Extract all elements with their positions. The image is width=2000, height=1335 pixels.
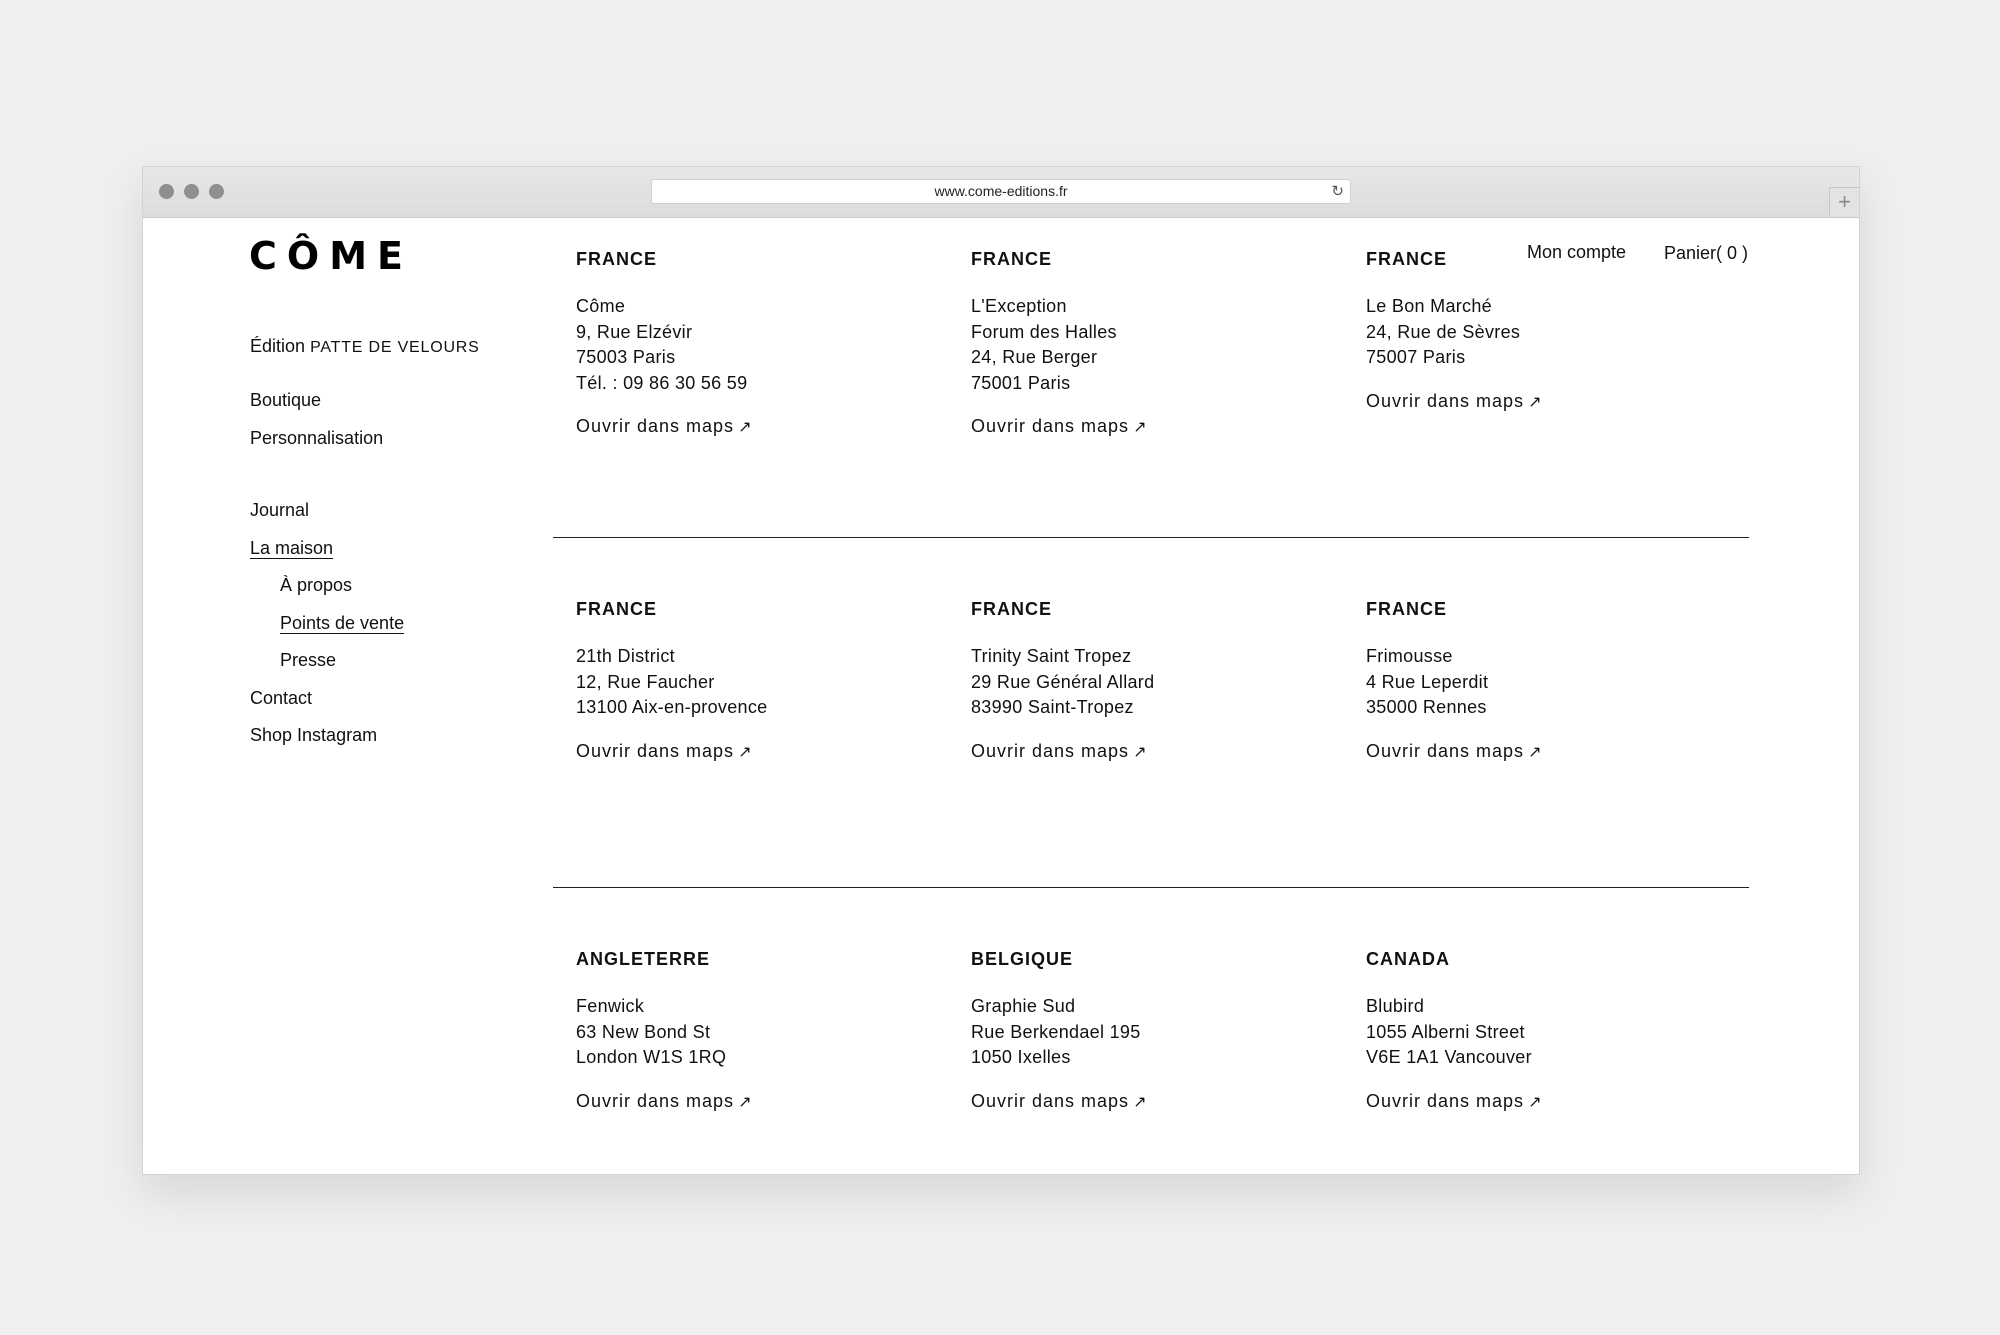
open-in-maps-label: Ouvrir dans maps [576,1090,735,1111]
open-in-maps-label: Ouvrir dans maps [971,740,1130,761]
store-country: ANGLETERRE [576,949,711,969]
open-in-maps-label: Ouvrir dans maps [1366,740,1525,761]
nav-item-label: À propos [280,575,353,595]
nav-item-la-maison[interactable] [250,530,404,568]
store-address-line: Côme [576,296,626,316]
store-address-line: 63 New Bond St [576,1021,711,1042]
page-content [143,218,1859,1174]
edition-prefix: Édition [250,336,306,356]
store-card [971,948,1351,1114]
store-address-line: 1050 Ixelles [971,1047,1071,1067]
arrow-up-right-icon: ↗ [1133,743,1148,761]
nav-item-boutique[interactable] [250,382,383,420]
store-address-line: Frimousse [1366,646,1453,666]
store-address-line: 35000 Rennes [1366,697,1487,717]
arrow-up-right-icon: ↗ [738,419,753,436]
store-card [576,248,956,439]
store-address [971,644,1351,721]
nav-item-label: Contact [250,687,313,708]
store-address-line: 29 Rue Général Allard [971,671,1155,692]
open-in-maps-link[interactable] [576,1089,956,1114]
browser-titlebar [143,167,1859,218]
open-in-maps-label: Ouvrir dans maps [971,416,1130,436]
store-address-line: 12, Rue Faucher [576,671,715,692]
store-card [576,598,956,764]
reload-icon[interactable]: ↻ [1331,183,1344,200]
store-address [1366,294,1746,371]
nav-secondary [250,492,404,755]
store-address [576,644,956,721]
store-address-line: 75001 Paris [971,372,1071,393]
store-address-line: 75007 Paris [1366,347,1466,367]
store-card [1366,248,1746,414]
nav-item-label: La maison [250,537,334,558]
store-country: BELGIQUE [971,949,1074,969]
store-address-line: London W1S 1RQ [576,1047,727,1067]
store-country: FRANCE [971,249,1052,269]
store-address [971,994,1351,1071]
arrow-up-right-icon: ↗ [1528,393,1543,411]
store-country: FRANCE [576,599,657,619]
store-address-line: 24, Rue Berger [971,347,1098,367]
open-in-maps-link[interactable] [576,414,956,439]
store-address-line: 24, Rue de Sèvres [1366,321,1521,342]
nav-item-shop-instagram[interactable] [250,717,404,755]
arrow-up-right-icon: ↗ [738,1093,753,1111]
store-address-line: Trinity Saint Tropez [971,646,1132,666]
store-address-line: Fenwick [576,996,645,1016]
nav-item-label: Personnalisation [250,427,384,448]
nav-item-personnalisation[interactable] [250,420,383,458]
store-address-line: Blubird [1366,996,1425,1016]
store-address-line: L'Exception [971,296,1067,316]
close-window-dot[interactable] [159,184,174,199]
store-address-line: Forum des Halles [971,321,1117,342]
store-address [1366,994,1746,1071]
nav-item-a-propos[interactable] [250,567,404,605]
store-address-line: Le Bon Marché [1366,296,1492,316]
address-url: www.come-editions.fr [934,183,1068,199]
cart-label: Panier [1664,243,1717,263]
store-address [971,294,1351,396]
store-address-line: 21th District [576,646,675,666]
store-country: FRANCE [1366,599,1447,619]
nav-item-label: Journal [250,500,310,520]
row-divider [553,537,1749,538]
nav-item-contact[interactable] [250,680,404,718]
arrow-up-right-icon: ↗ [738,743,753,761]
store-card [576,948,956,1114]
store-address-line: Graphie Sud [971,996,1076,1016]
nav-primary [250,382,383,457]
open-in-maps-link[interactable] [1366,1089,1746,1114]
arrow-up-right-icon: ↗ [1528,1093,1543,1111]
store-card [971,598,1351,764]
nav-item-label: Shop Instagram [250,725,378,745]
store-address-line: 83990 Saint-Tropez [971,697,1134,717]
store-card [971,248,1351,439]
store-address-line: 13100 Aix-en-provence [576,697,768,717]
store-card [1366,598,1746,764]
open-in-maps-label: Ouvrir dans maps [576,740,735,761]
browser-window [142,166,1860,1175]
store-address [576,994,956,1071]
arrow-up-right-icon: ↗ [1133,1093,1148,1111]
store-address-line: 4 Rue Leperdit [1366,671,1489,692]
site-logo[interactable]: CÔME [249,234,413,278]
open-in-maps-link[interactable] [971,414,1351,439]
store-address [576,294,956,396]
store-address-line: 9, Rue Elzévir [576,321,693,342]
nav-item-label: Boutique [250,390,322,410]
store-address [1366,644,1746,721]
minimize-window-dot[interactable] [184,184,199,199]
edition-label [250,336,480,357]
arrow-up-right-icon: ↗ [1528,743,1543,761]
cart-count: ( 0 ) [1716,243,1749,263]
store-address-line: 75003 Paris [576,347,676,367]
edition-name: PATTE DE VELOURS [310,339,480,356]
arrow-up-right-icon: ↗ [1133,419,1148,436]
open-in-maps-label: Ouvrir dans maps [971,1090,1130,1111]
open-in-maps-link[interactable] [1366,389,1746,414]
store-country: FRANCE [576,249,657,269]
store-country: FRANCE [971,599,1052,619]
store-address-line: 1055 Alberni Street [1366,1021,1525,1042]
address-bar[interactable] [651,179,1351,204]
account-link[interactable]: Mon compte [1527,242,1627,262]
nav-item-label: Presse [280,650,337,670]
open-in-maps-label: Ouvrir dans maps [1366,1090,1525,1111]
nav-item-journal[interactable] [250,492,404,530]
row-divider [553,887,1749,888]
store-country: FRANCE [1366,249,1447,269]
store-card [1366,948,1746,1114]
nav-item-presse[interactable] [250,642,404,680]
store-address-line: Tél. : 09 86 30 56 59 [576,372,748,393]
open-in-maps-link[interactable] [1366,739,1746,764]
open-in-maps-label: Ouvrir dans maps [1366,390,1525,411]
store-address-line: Rue Berkendael 195 [971,1021,1141,1042]
open-in-maps-link[interactable] [971,739,1351,764]
nav-item-label: Points de vente [280,612,405,633]
store-country: CANADA [1366,949,1450,969]
maximize-window-dot[interactable] [209,184,224,199]
store-address-line: V6E 1A1 Vancouver [1366,1047,1532,1067]
open-in-maps-link[interactable] [576,739,956,764]
open-in-maps-link[interactable] [971,1089,1351,1114]
nav-item-points-de-vente[interactable] [250,605,404,643]
plus-icon[interactable]: + [1829,187,1859,217]
open-in-maps-label: Ouvrir dans maps [576,416,735,436]
